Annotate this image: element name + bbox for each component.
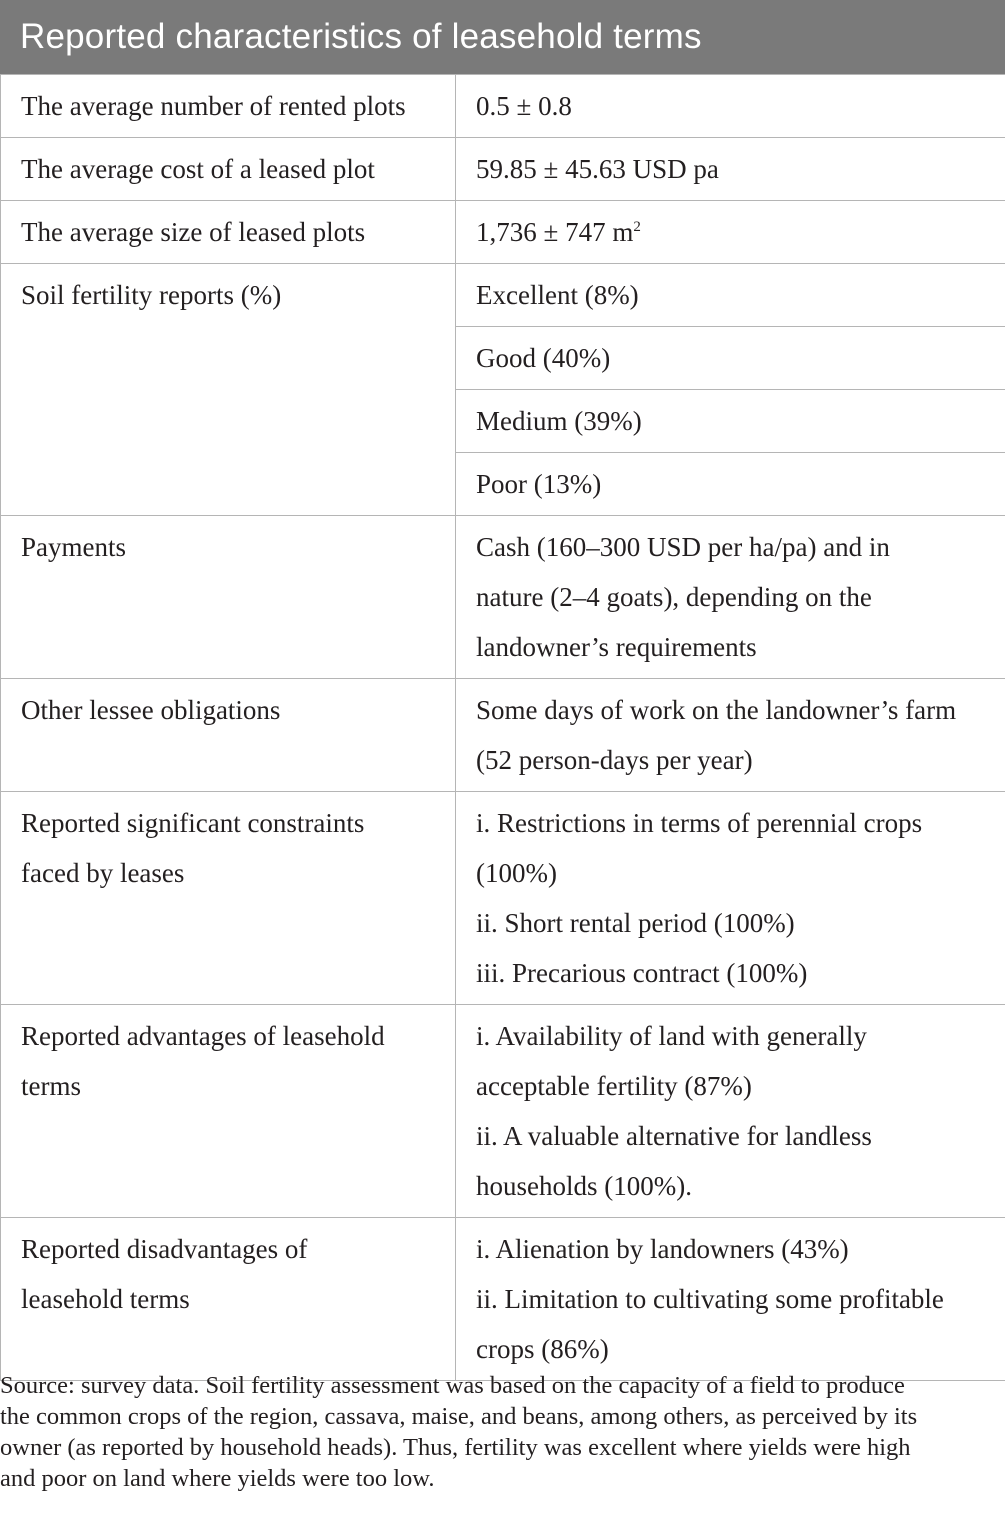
table-row-advantages: [1, 1005, 1005, 1218]
table-row-cost: [1, 138, 1005, 201]
soil-value-good: Good (40%): [456, 327, 1005, 390]
row-value: 0.5 ± 0.8: [456, 75, 1005, 138]
table-row-rented-plots: [1, 75, 1005, 138]
table-row-disadvantages: [1, 1218, 1005, 1381]
row-value: [456, 516, 1005, 679]
row-value: [456, 201, 1005, 264]
row-label: [1, 1218, 456, 1381]
row-value: 59.85 ± 45.63 USD pa: [456, 138, 1005, 201]
value-line: Cash (160–300 USD per ha/pa) and in: [476, 532, 890, 562]
source-line: Source: survey data. Soil fertility assessment was based on the capacity of a field to produce: [0, 1372, 905, 1399]
row-label: [1, 1005, 456, 1218]
row-value: [456, 1218, 1005, 1381]
label-line: terms: [21, 1071, 81, 1101]
row-label: The average size of leased plots: [1, 201, 456, 264]
table-title: Reported characteristics of leasehold terms: [0, 0, 1005, 74]
source-line: and poor on land where yields were too low.: [0, 1465, 435, 1492]
row-label: [1, 792, 456, 1005]
characteristics-table: [0, 74, 1005, 1381]
row-value: [456, 679, 1005, 792]
value-line: nature (2–4 goats), depending on the: [476, 582, 872, 612]
table-row-soil-fertility: [1, 264, 1005, 327]
source-line: owner (as reported by household heads). Thus, fertility was excellent where yields were high: [0, 1434, 911, 1461]
row-label: The average cost of a leased plot: [1, 138, 456, 201]
unit-exponent: 2: [633, 219, 641, 235]
soil-value-poor: Poor (13%): [456, 453, 1005, 516]
value-line: i. Alienation by landowners (43%): [476, 1234, 849, 1264]
label-line: faced by leases: [21, 858, 185, 888]
value-line: i. Restrictions in terms of perennial crops: [476, 808, 923, 838]
row-label: Soil fertility reports (%): [1, 264, 456, 516]
value-line: ii. Short rental period (100%): [476, 908, 795, 938]
value-line: (52 person-days per year): [476, 745, 753, 775]
table-row-obligations: [1, 679, 1005, 792]
value-line: landowner’s requirements: [476, 632, 757, 662]
source-line: the common crops of the region, cassava, maise, and beans, among others, as perceived by its: [0, 1403, 918, 1430]
row-label: Other lessee obligations: [1, 679, 456, 792]
row-label: Payments: [1, 516, 456, 679]
row-value: [456, 1005, 1005, 1218]
table-row-size: [1, 201, 1005, 264]
label-line: Reported significant constraints: [21, 808, 365, 838]
source-note: [0, 1370, 1000, 1494]
value-line: ii. A valuable alternative for landless: [476, 1121, 872, 1151]
value-line: households (100%).: [476, 1171, 692, 1201]
soil-value-excellent: Excellent (8%): [456, 264, 1005, 327]
row-value: [456, 792, 1005, 1005]
size-value: 1,736 ± 747 m: [476, 217, 634, 247]
soil-value-medium: Medium (39%): [456, 390, 1005, 453]
value-line: acceptable fertility (87%): [476, 1071, 752, 1101]
label-line: leasehold terms: [21, 1284, 190, 1314]
value-line: iii. Precarious contract (100%): [476, 958, 808, 988]
value-line: Some days of work on the landowner’s farm: [476, 695, 957, 725]
row-label: The average number of rented plots: [1, 75, 456, 138]
table-row-payments: [1, 516, 1005, 679]
value-line: ii. Limitation to cultivating some profitable: [476, 1284, 944, 1314]
value-line: crops (86%): [476, 1334, 609, 1364]
table-row-constraints: [1, 792, 1005, 1005]
label-line: Reported advantages of leasehold: [21, 1021, 385, 1051]
value-line: (100%): [476, 858, 557, 888]
value-line: i. Availability of land with generally: [476, 1021, 867, 1051]
label-line: Reported disadvantages of: [21, 1234, 308, 1264]
